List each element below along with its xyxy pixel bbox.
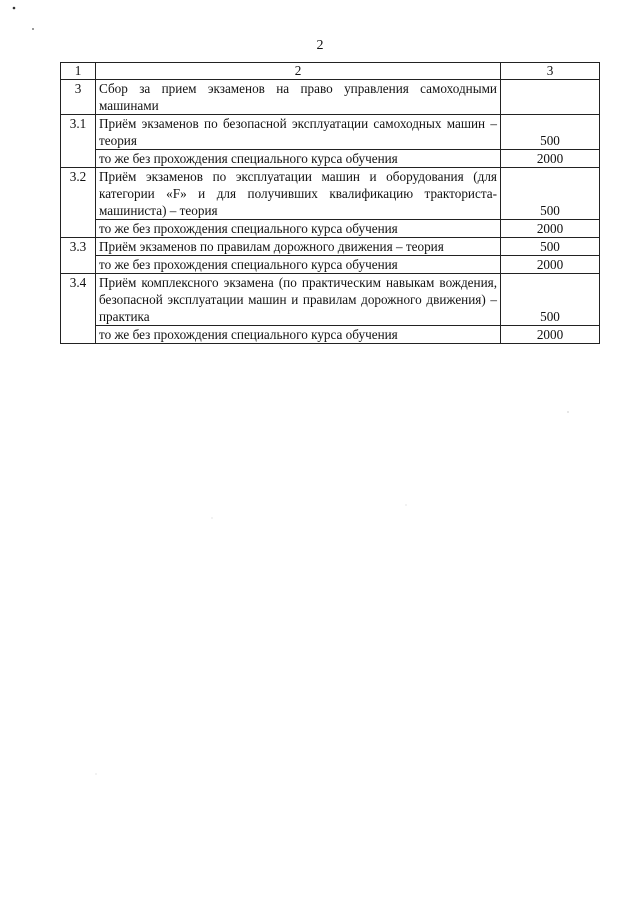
row-number: 3.1 <box>61 115 96 168</box>
row-fee: 500 <box>501 238 600 256</box>
row-fee: 500 <box>501 115 600 150</box>
subrow-description: то же без прохождения специального курса обучения <box>96 220 501 238</box>
row-description: Приём комплексного экзамена (по практическим навыкам вождения, безопасной эксплуатации машин и правилам дорожного движения) – практика <box>96 274 501 326</box>
table-subrow <box>61 150 600 168</box>
section-row <box>61 80 600 115</box>
row-number: 3.4 <box>61 274 96 344</box>
subrow-fee: 2000 <box>501 326 600 344</box>
subrow-description: то же без прохождения специального курса обучения <box>96 150 501 168</box>
scan-speck <box>406 505 407 506</box>
scan-speck <box>32 28 34 30</box>
header-col-3: 3 <box>501 63 600 80</box>
table-row <box>61 274 600 326</box>
row-fee: 500 <box>501 168 600 220</box>
table-row <box>61 115 600 150</box>
scan-speck <box>96 774 97 775</box>
table-subrow <box>61 326 600 344</box>
row-fee: 500 <box>501 274 600 326</box>
scan-speck <box>567 411 568 412</box>
scan-speck <box>212 518 213 519</box>
row-number: 3.3 <box>61 238 96 274</box>
subrow-description: то же без прохождения специального курса обучения <box>96 326 501 344</box>
table-row <box>61 238 600 256</box>
table-row <box>61 168 600 220</box>
row-description: Приём экзаменов по эксплуатации машин и оборудования (для категории «F» и для получивших квалификацию тракториста-машиниста) – теория <box>96 168 501 220</box>
subrow-fee: 2000 <box>501 256 600 274</box>
row-description: Приём экзаменов по безопасной эксплуатации самоходных машин – теория <box>96 115 501 150</box>
subrow-fee: 2000 <box>501 150 600 168</box>
header-col-2: 2 <box>96 63 501 80</box>
subrow-fee: 2000 <box>501 220 600 238</box>
fee-table <box>60 62 600 344</box>
scan-speck <box>13 7 16 10</box>
section-title: Сбор за прием экзаменов на право управления самоходными машинами <box>96 80 501 115</box>
subrow-description: то же без прохождения специального курса обучения <box>96 256 501 274</box>
row-description: Приём экзаменов по правилам дорожного движения – теория <box>96 238 501 256</box>
table-subrow <box>61 220 600 238</box>
section-number: 3 <box>61 80 96 115</box>
table-header-row <box>61 63 600 80</box>
row-number: 3.2 <box>61 168 96 238</box>
section-fee-cell <box>501 80 600 115</box>
table-subrow <box>61 256 600 274</box>
header-col-1: 1 <box>61 63 96 80</box>
page-number: 2 <box>316 38 324 53</box>
